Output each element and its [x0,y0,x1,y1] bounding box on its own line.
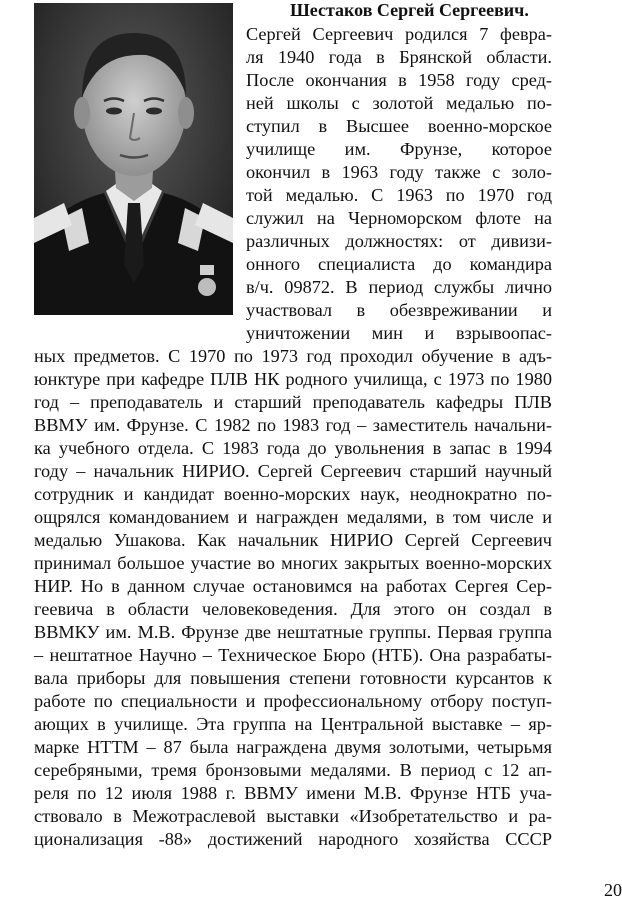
text-line: вала приборы для повышения степени готовности курсантов к [34,668,552,688]
text-line: марке НТТМ – 87 была награждена двумя золотыми, четырьмя [34,737,552,757]
text-line: ных предметов. С 1970 по 1973 год проходил обучение в адъ- [34,346,552,366]
text-line: принимал большое участие во многих закрытых военно-морских [34,553,552,573]
text-line: ствовало в Межотраслевой выставки «Изобретательство и ра- [34,806,552,826]
text-line: серебряными, тремя бронзовыми медалями. В период с 12 ап- [34,760,552,780]
text-line: сотрудник и кандидат военно-морских наук, неоднократно по- [34,484,552,504]
text-line: – нештатное Научно – Техническое Бюро (НТБ). Она разрабаты- [34,645,552,665]
text-line: той медалью. С 1963 по 1970 год [246,185,552,205]
text-line: ционализация -88» достижений народного хозяйства СССР [34,829,552,849]
portrait-photo [34,3,233,315]
text-line: училище им. Фрунзе, которое [246,139,552,159]
text-line: ступил в Высшее военно-морское [246,116,552,136]
text-line: реля по 12 июля 1988 г. ВВМУ имени М.В. Фрунзе НТБ уча- [34,783,552,803]
text-line: медалью Ушакова. Как начальник НИРИО Сергей Сергеевич [34,530,552,550]
text-line: участвовал в обезвреживании и [246,300,552,320]
text-line: работе по специальности и профессиональному отбору поступ- [34,691,552,711]
text-line: различных должностях: от дивизи- [246,231,552,251]
text-line: ВВМКУ им. М.В. Фрунзе две нештатные группы. Первая группа [34,622,552,642]
text-line: ВВМУ им. Фрунзе. С 1982 по 1983 год – заместитель начальни- [34,415,552,435]
text-line: онного специалиста до командира [246,254,552,274]
text-line: НИР. Но в данном случае остановимся на работах Сергея Сер- [34,576,552,596]
text-line: ощрялся командованием и награжден медалями, в том числе и [34,507,552,527]
text-line: юнктуре при кафедре ПЛВ НК родного училища, с 1973 по 1980 [34,369,552,389]
text-line: Сергей Сергеевич родился 7 февра- [246,24,552,44]
text-line: ней школы с золотой медалью по- [246,93,552,113]
page-heading: Шестаков Сергей Сергеевич. [290,0,529,20]
text-line: окончил в 1963 году также с золо- [246,162,552,182]
text-line: После окончания в 1958 году сред- [246,70,552,90]
text-line: ающих в училище. Эта группа на Центральной выставке – яр- [34,714,552,734]
text-line: служил на Черноморском флоте на [246,208,552,228]
text-line: ля 1940 года в Брянской области. [246,47,552,67]
text-line: ка учебного отдела. С 1983 года до увольнения в запас в 1994 [34,438,552,458]
text-line: геевича в области человековедения. Для этого он создал в [34,599,552,619]
text-line: в/ч. 09872. В период службы лично [246,277,552,297]
text-line: год – преподаватель и старший преподаватель кафедры ПЛВ [34,392,552,412]
portrait-illustration [34,3,233,315]
text-line: уничтожении мин и взрывоопас- [246,323,552,343]
text-line: году – начальник НИРИО. Сергей Сергеевич старший научный [34,461,552,481]
page-number: 20 [604,880,622,900]
